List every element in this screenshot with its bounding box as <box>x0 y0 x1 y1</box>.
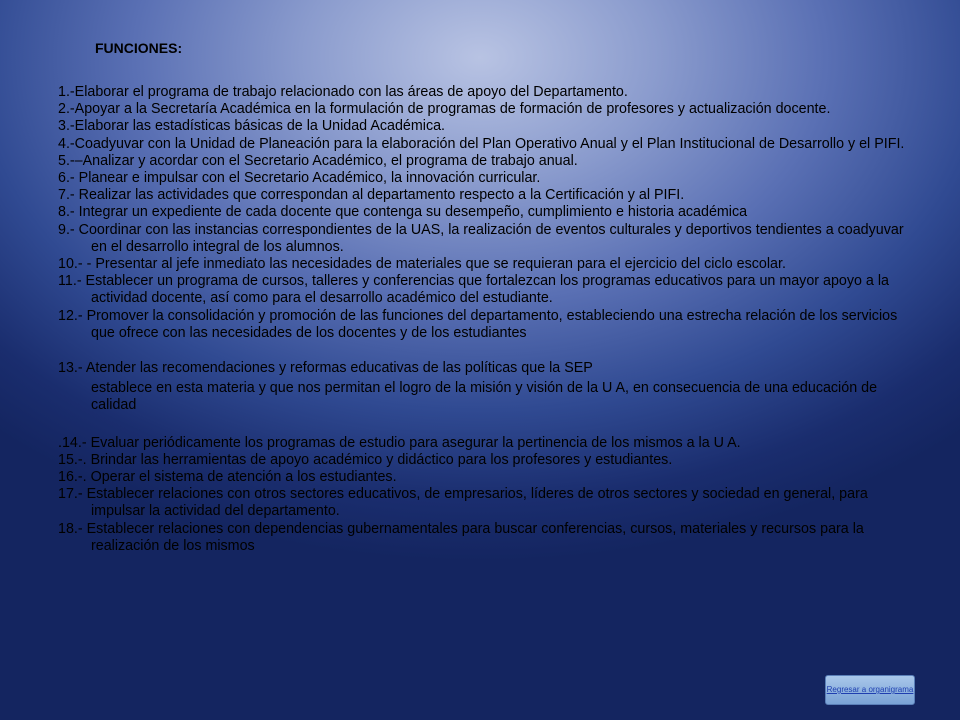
list-item: 11.- Establecer un programa de cursos, talleres y conferencias que fortalezcan los programas educativos para un mayor apoyo a la actividad docente, así como para el desarrollo académico del estudiante. <box>58 273 889 307</box>
list-item: 16.-. Operar el sistema de atención a los estudiantes. <box>58 469 397 486</box>
list-item: 8.- Integrar un expediente de cada docente que contenga su desempeño, cumplimiento e historia académica <box>58 204 748 221</box>
back-button-label: Regresar a organigrama <box>826 685 914 694</box>
list-item: 4.-Coadyuvar con la Unidad de Planeación para la elaboración del Plan Operativo Anual y el Plan Institucional de Desarrollo y el PIFI. <box>58 135 905 152</box>
page-title: FUNCIONES: <box>95 40 183 56</box>
list-item: 18.- Establecer relaciones con dependencias gubernamentales para buscar conferencias, cursos, materiales y recursos para la realización de los mismos <box>58 520 864 554</box>
list-item: 2.-Apoyar a la Secretaría Académica en la formulación de programas de formación de profesores y actualización docente. <box>58 101 831 118</box>
list-item: 5.-–Analizar y acordar con el Secretario Académico, el programa de trabajo anual. <box>58 152 578 169</box>
back-to-org-chart-button[interactable] <box>825 675 915 705</box>
list-item-continuation: establece en esta materia y que nos permitan el logro de la misión y visión de la U A, en consecuencia de una educación de calidad <box>91 380 878 414</box>
list-item: 7.- Realizar las actividades que correspondan al departamento respecto a la Certificación y al PIFI. <box>58 187 685 204</box>
list-item: 10.- - Presentar al jefe inmediato las necesidades de materiales que se requieran para el ejercicio del ciclo escolar. <box>58 256 786 273</box>
list-item: 1.-Elaborar el programa de trabajo relacionado con las áreas de apoyo del Departamento. <box>58 84 628 100</box>
list-item: 15.-. Brindar las herramientas de apoyo académico y didáctico para los profesores y estudiantes. <box>58 451 673 468</box>
list-item: 17.- Establecer relaciones con otros sectores educativos, de empresarios, líderes de otros sectores y sociedad en general, para impulsar la actividad del departamento. <box>58 486 868 520</box>
list-item: 3.-Elaborar las estadísticas básicas de la Unidad Académica. <box>58 118 446 135</box>
list-item: 6.- Planear e impulsar con el Secretario Académico, la innovación curricular. <box>58 170 541 187</box>
list-item: 13.- Atender las recomendaciones y reformas educativas de las políticas que la SEP <box>58 360 593 377</box>
list-item: 9.- Coordinar con las instancias correspondientes de la UAS, la realización de eventos culturales y deportivos tendientes a coadyuvar en el desarrollo integral de los alumnos. <box>58 221 904 255</box>
functions-list <box>58 84 908 555</box>
list-item: 12.- Promover la consolidación y promoción de las funciones del departamento, estableciendo una estrecha relación de los servicios que ofrece con las necesidades de los docentes y de los estudiantes <box>58 307 898 341</box>
list-item: .14.- Evaluar periódicamente los programas de estudio para asegurar la pertinencia de los mismos a la U A. <box>58 434 741 451</box>
